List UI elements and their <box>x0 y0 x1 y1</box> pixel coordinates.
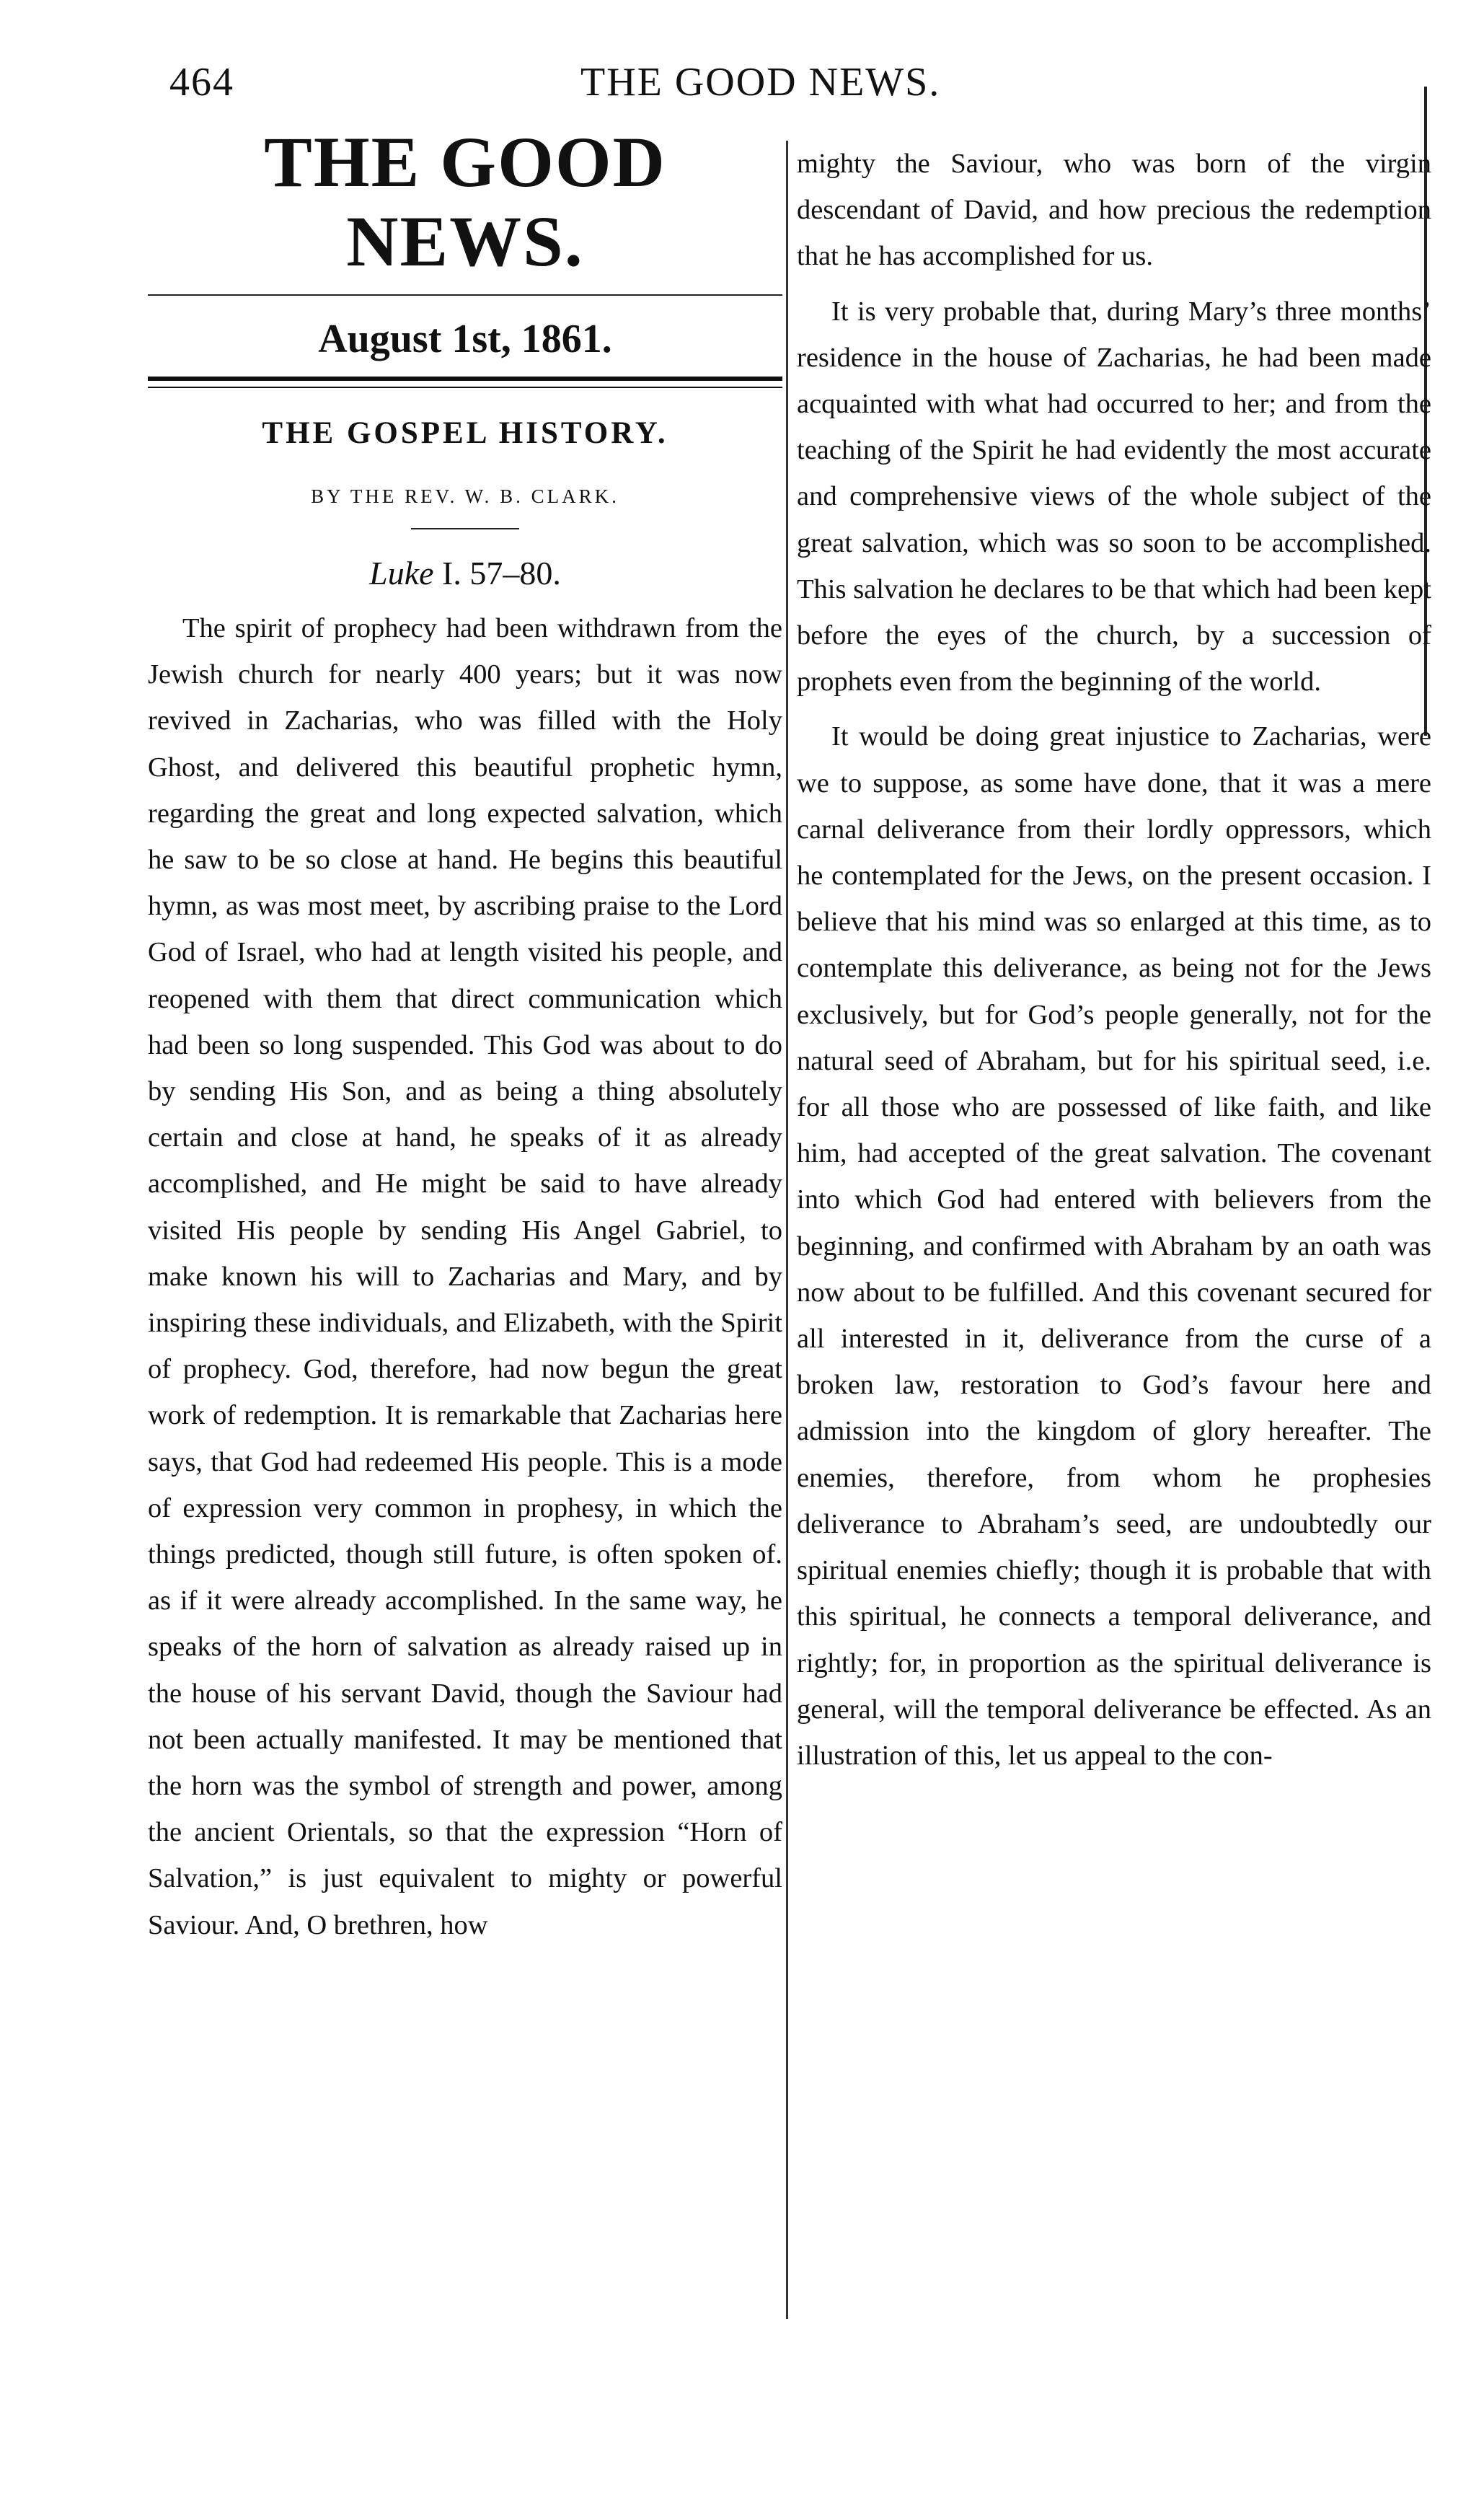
date-double-rule <box>148 377 782 388</box>
issue-date: August 1st, 1861. <box>318 317 612 361</box>
scripture-reference <box>148 554 782 592</box>
article-title: THE GOSPEL HISTORY. <box>262 416 668 450</box>
article-paragraph: It is very probable that, during Mary’s three months’ residence in the house of Zacharias, he had been made acquainted with what had occurred to her; and from the teaching of the Spirit he had evidently the most accurate and comprehensive views of the whole subject of the great salvation, which was so soon to be accomplished. This salvation he declares to be that which had been kept before the eyes of the church, by a succession of prophets even from the beginning of the world. <box>797 296 1431 698</box>
masthead-title: THE GOOD NEWS. <box>264 122 666 281</box>
byline-rule <box>411 528 519 529</box>
article-paragraph-continued: mighty the Saviour, who was born of the virgin descendant of David, and how precious the redemption that he has accomplished for us. <box>797 149 1431 272</box>
masthead-rule <box>148 294 782 296</box>
scripture-verses: I. 57–80. <box>433 555 561 591</box>
article-paragraph: The spirit of prophecy had been withdrawn from the Jewish church for nearly 400 years; but it was now revived in Zacharias, who was filled with the Holy Ghost, and delivered this beautiful prophetic hymn, regarding the great and long expected salvation, which he saw to be so close at hand. He begins this beautiful hymn, as was most meet, by ascribing praise to the Lord God of Israel, who had at length visited his people, and reopened with them that direct communication which had been so long suspended. This God was about to do by sending His Son, and as being a thing absolutely certain and close at hand, he speaks of it as already accomplished, and He might be said to have already visited His people by sending His Angel Gabriel, to make known his will to Zacharias and Mary, and by inspiring these individuals, and Elizabeth, with the Spirit of prophecy. God, therefore, had now begun the great work of redemption. It is remarkable that Zacharias here says, that God had redeemed His people. This is a mode of expression very common in prophesy, in which the things predicted, though still future, is often spoken of. as if it were already accomplished. In the same way, he speaks of the horn of salvation as already raised up in the house of his servant David, though the Saviour had not been actually manifested. It may be mentioned that the horn was the symbol of strength and power, among the ancient Orientals, so that the expression “Horn of Salvation,” is just equivalent to mighty or powerful Saviour. And, O brethren, how <box>148 613 782 1940</box>
scripture-book: Luke <box>369 555 434 591</box>
page-number: 464 <box>169 60 234 105</box>
running-head <box>169 59 1395 124</box>
byline: BY THE REV. W. B. CLARK. <box>311 485 619 507</box>
column-divider <box>786 141 788 2319</box>
right-column <box>797 141 1431 1779</box>
left-column <box>148 123 782 1948</box>
running-title: THE GOOD NEWS. <box>580 60 941 105</box>
article-paragraph: It would be doing great injustice to Zacharias, were we to suppose, as some have done, that it was a mere carnal deliverance from their lordly oppressors, which he contemplated for the Jews, on the present occasion. I believe that his mind was so enlarged at this time, as to contemplate this deliverance, as being not for the Jews exclusively, but for God’s people generally, not for the natural seed of Abraham, but for his spiritual seed, i.e. for all those who are possessed of like faith, and like him, had accepted of the great salvation. The covenant into which God had entered with believers from the beginning, and confirmed with Abraham by an oath was now about to be fulfilled. And this covenant secured for all interested in it, deliverance from the curse of a broken law, restoration to God’s favour here and admission into the kingdom of glory hereafter. The enemies, therefore, from whom he prophesies deliverance to Abraham’s seed, are undoubtedly our spiritual enemies chiefly; though it is probable that with this spiritual, he connects a temporal deliverance, and rightly; for, in proportion as the spiritual deliverance is general, will the temporal deliverance be effected. As an illustration of this, let us appeal to the con- <box>797 721 1431 1771</box>
